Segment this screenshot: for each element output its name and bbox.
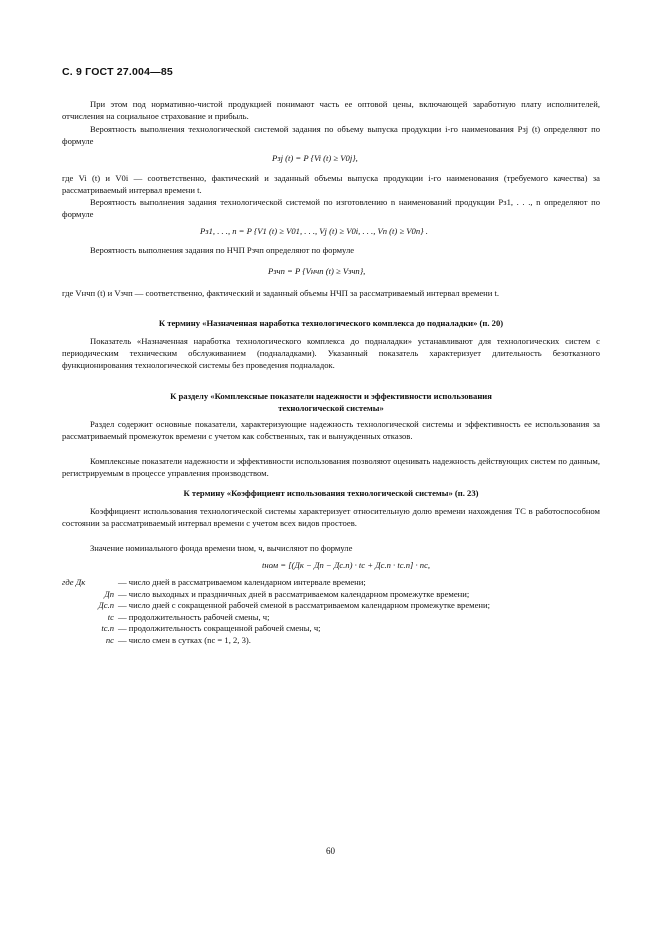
paragraph-probability-volume: Вероятность выполнения технологической системой задания по объему выпуска продукции i-го наименования Pзj (t) определяют по формуле (62, 124, 600, 147)
paragraph-term-23: Коэффициент использования технологической системы характеризует относительную долю времени нахождения ТС в работоспособном состоянии за рассматриваемый интервал времени с учетом всех видов простоев. (62, 506, 600, 529)
paragraph-nchp-where: где Vнчп (t) и Vзчп — соответственно, фактический и заданный объемы НЧП за рассматриваемый интервал времени t. (62, 288, 500, 298)
definition-text: — число дней в рассматриваемом календарном интервале времени; (118, 577, 366, 587)
paragraph-nominal-fund: Значение номинального фонда времени tном, ч, вычисляют по формуле (90, 543, 353, 553)
definition-row (62, 589, 600, 601)
definition-symbol: Дс.п (98, 600, 114, 611)
definition-text: — продолжительность рабочей смены, ч; (118, 611, 270, 622)
definition-text: — число дней с сокращенной рабочей сменой в рассматриваемом календарном промежутке времени; (118, 600, 490, 611)
paragraph-probability-nchp: Вероятность выполнения задания по НЧП Pзчп определяют по формуле (90, 245, 355, 255)
definition-symbol: tс (107, 611, 114, 622)
formula-n-items: Pз1, . . ., n = P {V1 (t) ≥ V01, . . ., Vj (t) ≥ V0i, . . ., Vn (t) ≥ V0n} . (200, 226, 428, 236)
definition-text: — число выходных и праздничных дней в рассматриваемом календарном промежутке времени; (118, 588, 470, 599)
paragraph-volume-where: где Vi (t) и V0i — соответственно, фактический и заданный объемы выпуска продукции i-го наименования (требуемого качества) за рассматриваемый интервал времени t. (62, 173, 600, 196)
definition-row (62, 612, 600, 624)
formula-volume: Pзj (t) = P {Vi (t) ≥ V0j}, (272, 153, 358, 163)
definition-symbol: nс (105, 634, 114, 645)
formula-nchp: Pзчп = P {Vнчп (t) ≥ Vзчп}, (268, 266, 366, 276)
definition-symbol: Дп (104, 588, 114, 599)
page-header: С. 9 ГОСТ 27.004—85 (62, 66, 173, 78)
definition-symbol: где Дк (62, 577, 86, 587)
definition-row (62, 623, 600, 635)
formula-nominal-fund: tном = [(Дк − Дп − Дс.п) · tс + Дс.п · tс.п] · nс, (262, 560, 431, 570)
definitions-list (62, 577, 600, 647)
definition-row (62, 635, 600, 647)
definition-symbol: tс.п (101, 623, 114, 634)
page-number: 60 (326, 846, 335, 856)
paragraph-term-20: Показатель «Назначенная наработка технологического комплекса до подналадки» устанавливают для технологических систем с периодическим техническим обслуживанием (подналадками). Указанный показатель характеризует длительность безотказного функционирования технологической системы без проведения подналадок. (62, 336, 600, 371)
paragraph-npp: При этом под нормативно-чистой продукцией понимают часть ее оптовой цены, включающей заработную плату исполнителей, отчисления на социальное страхование и прибыль. (62, 99, 600, 122)
definition-text: — число смен в сутках (nс = 1, 2, 3). (118, 634, 251, 645)
paragraph-section-complex-1: Раздел содержит основные показатели, характеризующие надежность технологической системы и эффективность ее использования за рассматриваемый промежуток времени с учетом как собственных, так и вынужденных отказов. (62, 419, 600, 442)
definition-text: — продолжительность сокращенной рабочей смены, ч; (118, 623, 321, 634)
paragraph-probability-n-items: Вероятность выполнения задания технологической системой по изготовлению n наименований продукции Pз1, . . ., n определяют по формуле (62, 197, 600, 220)
definition-row (62, 577, 600, 589)
heading-term-20: К термину «Назначенная наработка технологического комплекса до подналадки» (п. 20) (158, 318, 504, 328)
heading-term-23: К термину «Коэффициент использования технологической системы» (п. 23) (183, 488, 479, 498)
paragraph-section-complex-2: Комплексные показатели надежности и эффективности использования позволяют оценивать надежность действующих систем по данным, регистрируемым в процессе управления производством. (62, 456, 600, 479)
heading-section-complex: К разделу «Комплексные показатели надежности и эффективности использования технологической системы» (170, 391, 492, 413)
definition-row (62, 600, 600, 612)
